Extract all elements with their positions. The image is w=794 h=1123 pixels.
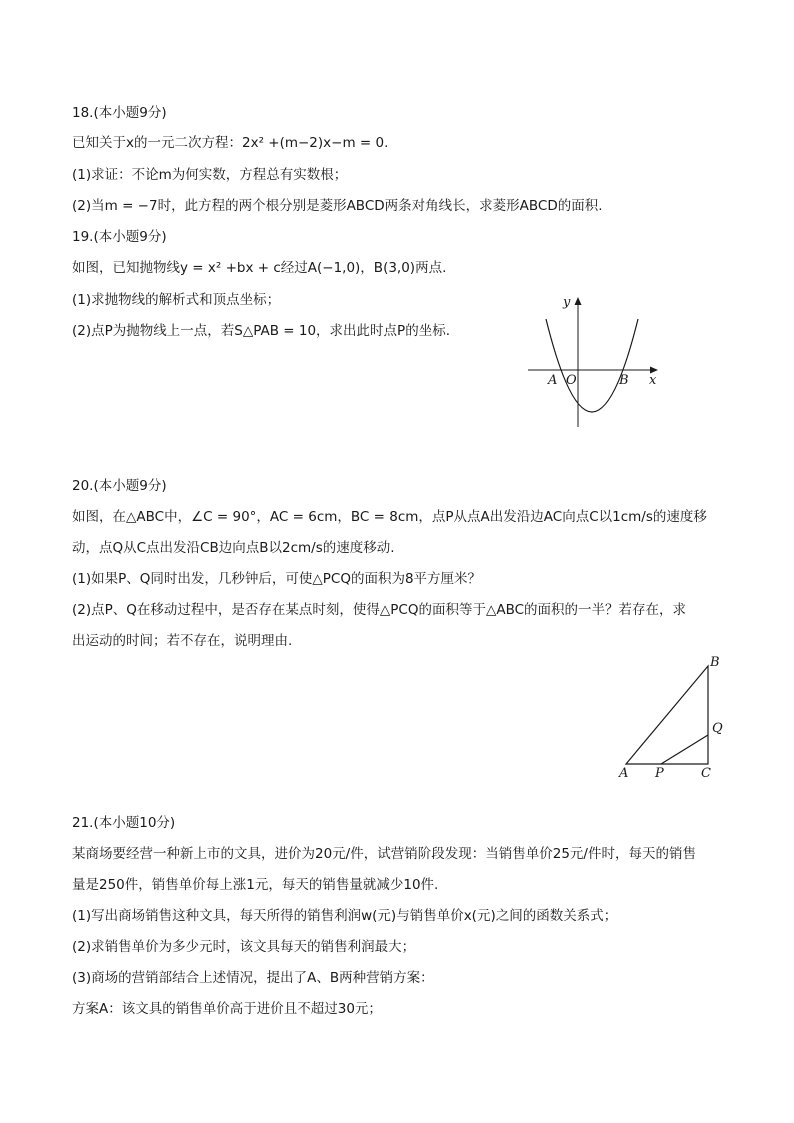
q21-stem-line2: 量是250件，销售单价每上涨1元，每天的销售量就减少10件. bbox=[72, 877, 439, 893]
triangle-abc bbox=[626, 666, 708, 764]
parabola-figure bbox=[526, 290, 666, 435]
q20-header: 20.(本小题9分) bbox=[72, 478, 167, 494]
q19-part1: (1)求抛物线的解析式和顶点坐标； bbox=[72, 292, 281, 308]
point-b-label: B bbox=[619, 373, 629, 388]
q20-part2-line1: (2)点P、Q在移动过程中，是否存在某点时刻，使得△PCQ的面积等于△ABC的面积的一半？若存在，求 bbox=[72, 602, 687, 618]
q21-part3: (3)商场的营销部结合上述情况，提出了A、B两种营销方案： bbox=[72, 970, 434, 986]
q18-stem: 已知关于x的一元二次方程：2x² +(m−2)x−m = 0. bbox=[72, 135, 389, 151]
q20-part1: (1)如果P、Q同时出发，几秒钟后，可使△PCQ的面积为8平方厘米？ bbox=[72, 571, 482, 587]
q21-stem-line1: 某商场要经营一种新上市的文具，进价为20元/件，试营销阶段发现：当销售单价25元/件时，每天的销售 bbox=[72, 846, 696, 862]
q21-plan-a: 方案A：该文具的销售单价高于进价且不超过30元； bbox=[72, 1001, 382, 1017]
q21-header: 21.(本小题10分) bbox=[72, 815, 176, 831]
q19-stem: 如图，已知抛物线y = x² +bx + c经过A(−1,0)，B(3,0)两点. bbox=[72, 260, 447, 276]
y-axis-label: y bbox=[563, 295, 571, 310]
q18-part2: (2)当m = −7时，此方程的两个根分别是菱形ABCD两条对角线长，求菱形ABCD的面积. bbox=[72, 198, 603, 214]
vertex-b-label: B bbox=[710, 655, 720, 670]
q21-part2: (2)求销售单价为多少元时，该文具每天的销售利润最大； bbox=[72, 939, 416, 955]
vertex-a-label: A bbox=[619, 766, 629, 781]
vertex-c-label: C bbox=[701, 766, 711, 781]
x-axis-label: x bbox=[649, 373, 657, 388]
parabola-curve bbox=[546, 319, 638, 412]
q19-part2: (2)点P为抛物线上一点，若S△PAB = 10，求出此时点P的坐标. bbox=[72, 323, 450, 339]
point-p-label: P bbox=[655, 766, 664, 781]
q18-part1: (1)求证：不论m为何实数，方程总有实数根； bbox=[72, 167, 348, 183]
q20-stem-line1: 如图，在△ABC中，∠C = 90°，AC = 6cm，BC = 8cm，点P从点A出发沿边AC向点C以1cm/s的速度移 bbox=[72, 509, 707, 525]
q19-header: 19.(本小题9分) bbox=[72, 229, 167, 245]
y-axis-arrow bbox=[575, 297, 582, 305]
point-q-label: Q bbox=[712, 721, 723, 736]
origin-label: O bbox=[566, 373, 577, 388]
triangle-figure bbox=[612, 650, 732, 785]
q18-header: 18.(本小题9分) bbox=[72, 105, 167, 121]
point-a-label: A bbox=[548, 373, 558, 388]
q20-stem-line2: 动，点Q从C点出发沿CB边向点B以2cm/s的速度移动. bbox=[72, 540, 395, 556]
segment-pq bbox=[661, 735, 708, 764]
q20-part2-line2: 出运动的时间；若不存在，说明理由. bbox=[72, 633, 293, 649]
q21-part1: (1)写出商场销售这种文具，每天所得的销售利润w(元)与销售单价x(元)之间的函数关系式； bbox=[72, 908, 618, 924]
